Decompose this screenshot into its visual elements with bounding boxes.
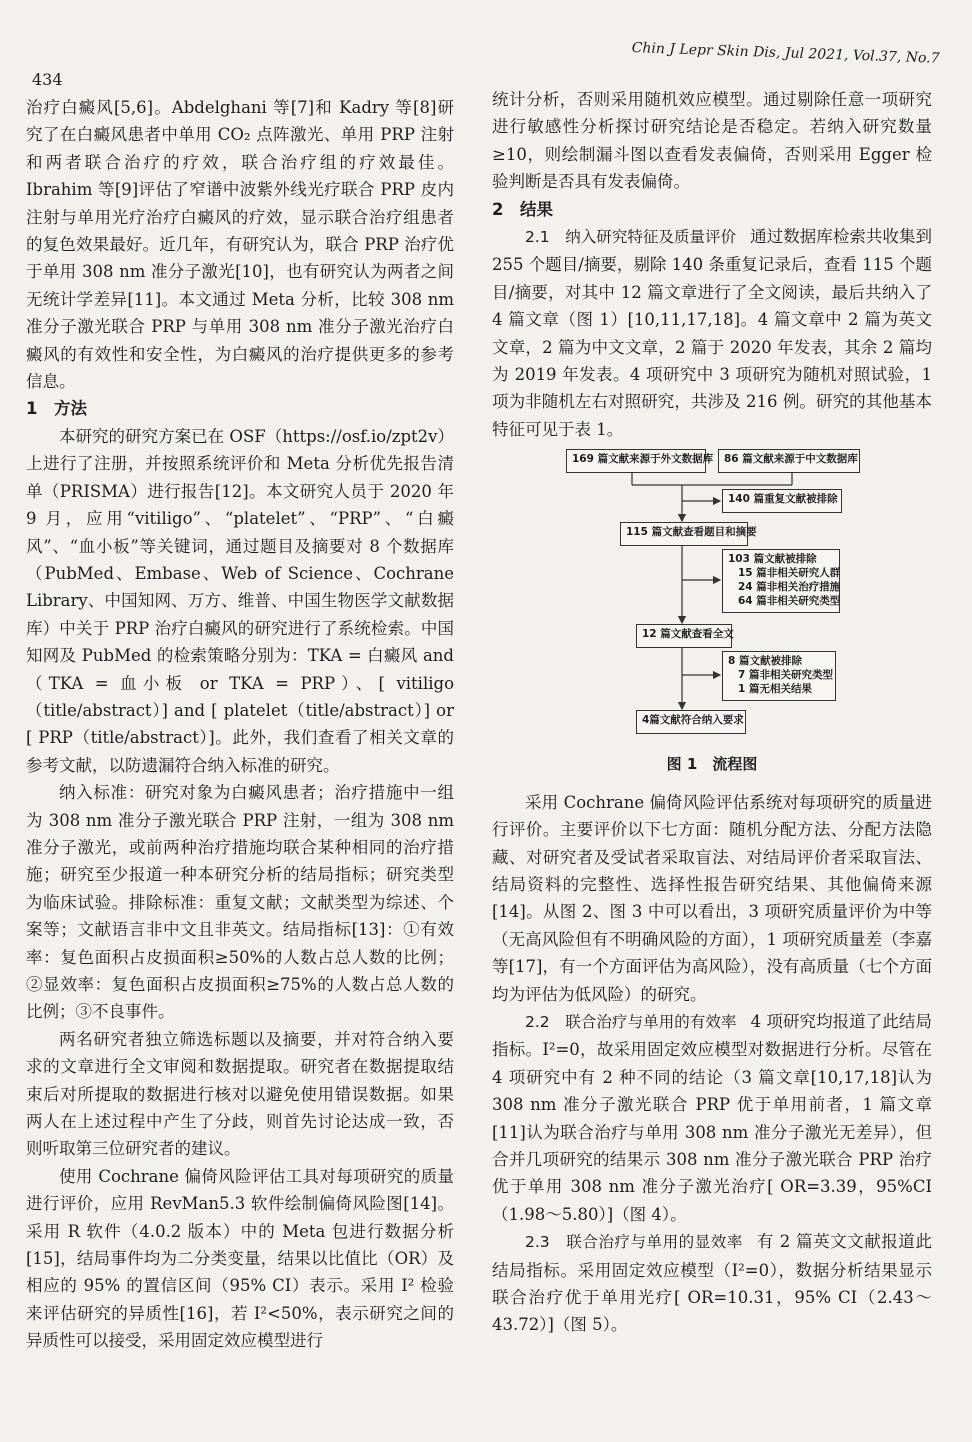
flow-box-screen-titles: 115 篇文献查看题目和摘要 <box>620 522 748 546</box>
left-column <box>26 94 454 1355</box>
right-paragraph-2: 采用 Cochrane 偏倚风险评估系统对每项研究的质量进行评价。主要评价以下七方面：随机分配方法、分配方法隐藏、对研究者及受试者采取盲法、对结局评价者采取盲法、结局资料的完整性、选择性报告研究结果、其他偏倚来源[14]。从图 2、图 3 中可以看出，3 项研究质量评价为中等（无高风险但有不明确风险的方面），1 项研究质量差（李嘉等[17]，有一个方面评估为高风险），没有高质量（七个方面均为评估为低风险）的研究。 <box>492 792 932 1004</box>
section-heading-results: 2 结果 <box>492 199 553 219</box>
right-paragraph-1: 统计分析，否则采用随机效应模型。通过剔除任意一项研究进行敏感性分析探讨研究结论是否稳定。若纳入研究数量≥10，则绘制漏斗图以查看发表偏倚，否则采用 Egger 检验判断是否具有发表偏倚。 <box>492 90 932 192</box>
page-number: 434 <box>32 70 63 89</box>
section-2-1-title: 2.1 纳入研究特征及质量评价 <box>525 228 737 247</box>
right-column <box>492 86 932 1339</box>
left-paragraph-2: 本研究的研究方案已在 OSF（https://osf.io/zpt2v）上进行了注册，并按照系统评价和 Meta 分析优先报告清单（PRISMA）进行报告[12]。本文研究人员于 2020 年 9 月，应用“vitiligo”、“platelet”、“PRP”、“白癜风”、“血小板”等关键词，通过题目及摘要对 8 个数据库（PubMed、Embase、Web of Science、Cochrane Library、中国知网、万方、维普、中国生物医学文献数据库）中关于 PRP 治疗白癜风的研究进行了系统检索。中国知网及 PubMed 的检索策略分别为：TKA = 白癜风 and（TKA = 血小板 or TKA = PRP）、[ vitiligo（title/abstract）] and [ platelet（title/abstract）] or [ PRP（title/abstract）]。此外，我们查看了相关文章的参考文献，以防遗漏符合纳入标准的研究。 <box>26 426 454 775</box>
flow-box-excluded-103: 103 篇文献被排除 15 篇非相关研究人群 24 篇非相关治疗措施 64 篇非相关研究类型 <box>722 549 840 613</box>
section-2-1-text: 通过数据库检索共收集到 255 个题目/摘要，剔除 140 条重复记录后，查看 115 个题目/摘要，对其中 12 篇文章进行了全文阅读，最后共纳入了 4 篇文章（图 1）[10,11,17,18]。4 篇文章中 2 篇为英文文章，2 篇为中文文章，2 篇于 2020 年发表，其余 2 篇均为 2019 年发表。4 项研究中 3 项研究为随机对照试验，1 项为非随机左右对照研究，共涉及 216 例。研究的其他基本特征可见于表 1。 <box>492 227 933 439</box>
flow-box-included: 4篇文献符合纳入要求 <box>636 710 746 734</box>
flow-box-excluded-8: 8 篇文献被排除 7 篇非相关研究类型 1 篇无相关结果 <box>722 651 836 701</box>
flow-box-foreign-databases: 169 篇文献来源于外文数据库 <box>566 449 706 473</box>
left-paragraph-1: 治疗白癜风[5,6]。Abdelghani 等[7]和 Kadry 等[8]研究了在白癜风患者中单用 CO₂ 点阵激光、单用 PRP 注射和两者联合治疗的疗效，联合治疗组的疗效最佳。Ibrahim 等[9]评估了窄谱中波紫外线光疗联合 PRP 皮内注射与单用光疗治疗白癜风的疗效，显示联合治疗组患者的复色效果最好。近几年，有研究认为，联合 PRP 治疗优于单用 308 nm 准分子激光[10]，也有研究认为两者之间无统计学差异[11]。本文通过 Meta 分析，比较 308 nm 准分子激光联合 PRP 与单用 308 nm 准分子激光治疗白癜风的有效性和安全性，为白癜风的治疗提供更多的参考信息。 <box>26 98 454 392</box>
section-2-2 <box>492 1008 932 1228</box>
figure-1-caption: 图 1 流程图 <box>666 755 758 774</box>
flow-diagram <box>492 445 932 745</box>
section-2-3-text: 有 2 篇英文文献报道此结局指标。采用固定效应模型（I²=0），数据分析结果显示联合治疗优于单用光疗[ OR=10.31，95% CI（2.43～43.72）]（图 5）。 <box>492 1232 932 1335</box>
left-paragraph-4: 两名研究者独立筛选标题以及摘要，并对符合纳入要求的文章进行全文审阅和数据提取。研究者在数据提取结束后对所提取的数据进行核对以避免使用错误数据。如果两人在上述过程中产生了分歧，则首先讨论达成一致，否则听取第三位研究者的建议。 <box>26 1029 454 1159</box>
section-heading-methods: 1 方法 <box>26 399 87 419</box>
left-paragraph-5: 使用 Cochrane 偏倚风险评估工具对每项研究的质量进行评价，应用 RevMan5.3 软件绘制偏倚风险图[14]。采用 R 软件（4.0.2 版本）中的 Meta 包进行数据分析[15]，结局事件均为二分类变量，结果以比值比（OR）及相应的 95% 的置信区间（95% CI）表示。采用 I² 检验来评估研究的异质性[16]，若 I²<50%，表示研究之间的异质性可以接受，采用固定效应模型进行 <box>26 1166 454 1351</box>
flow-box-full-text: 12 篇文献查看全文 <box>636 624 732 648</box>
journal-header: Chin J Lepr Skin Dis, Jul 2021, Vol.37, No.7 <box>631 40 940 67</box>
section-2-2-text: 4 项研究均报道了此结局指标。I²=0，故采用固定效应模型对数据进行分析。尽管在 4 项研究中有 2 种不同的结论（3 篇文章[10,17,18]认为 308 nm 准分子激光联合 PRP 优于单用前者，1 篇文章[11]认为联合治疗与单用 308 nm 准分子激光无差异），但合并几项研究的结果示 308 nm 准分子激光联合 PRP 治疗优于单用 308 nm 准分子激光治疗[ OR=3.39，95%CI（1.98～5.80）]（图 4）。 <box>492 1011 932 1224</box>
section-2-3 <box>492 1228 932 1339</box>
flow-box-chinese-databases: 86 篇文献来源于中文数据库 <box>718 449 860 473</box>
section-2-1 <box>492 223 932 443</box>
flow-box-duplicates-excluded: 140 篇重复文献被排除 <box>722 489 842 513</box>
section-2-3-title: 2.3 联合治疗与单用的显效率 <box>525 1233 743 1252</box>
section-2-2-title: 2.2 联合治疗与单用的有效率 <box>525 1012 737 1031</box>
left-paragraph-3: 纳入标准：研究对象为白癜风患者；治疗措施中一组为 308 nm 准分子激光联合 PRP 注射，一组为 308 nm 准分子激光，或前两种治疗措施均联合某种相同的治疗措施；研究至少报道一种本研究分析的结局指标；研究类型为临床试验。排除标准：重复文献；文献类型为综述、个案等；文献语言非中文且非英文。结局指标[13]：①有效率：复色面积占皮损面积≥50%的人数占总人数的比例；②显效率：复色面积占皮损面积≥75%的人数占总人数的比例；③不良事件。 <box>26 783 454 1022</box>
flow-connectors <box>492 445 932 745</box>
